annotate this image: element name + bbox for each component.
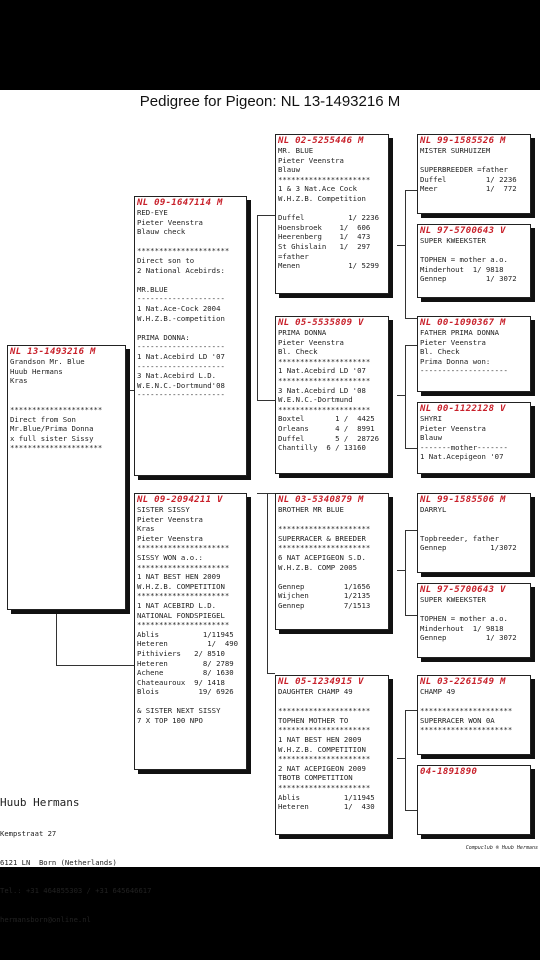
pedigree-line: Kras [10,376,28,386]
pedigree-line: -------------------- [137,390,225,400]
ring-number: NL 97-5700643 V [420,226,506,236]
pedigree-line: Bl. Check [420,347,460,357]
connector-line [405,190,406,318]
pedigree-line: Ablis 1/11945 [278,792,375,802]
pedigree-line: Mr.Blue/Prima Donna [10,424,94,434]
pedigree-line: Bl. Check [278,347,318,357]
pedigree-line: W.H.Z.B. COMPETITION [137,581,225,591]
connector-line [267,673,275,674]
connector-line [405,345,417,346]
pedigree-line: 1 NAT BEST HEN 2009 [278,734,362,744]
ring-number: NL 13-1493216 M [10,347,96,357]
pedigree-line: SISSY WON a.o.: [137,552,203,562]
pedigree-line: Blauw [278,165,300,175]
pigeon-card-sire[interactable] [134,196,247,476]
pedigree-line: -------mother------- [420,442,508,452]
connector-line [267,493,275,494]
ring-number: NL 97-5700643 V [420,585,506,595]
pedigree-line: Heerenberg 1/ 473 [278,232,371,242]
pigeon-card-dam-dam-sire[interactable] [417,675,531,755]
pedigree-line: Minderhout 1/ 9818 [420,623,504,633]
pedigree-line: ********************* [278,524,371,534]
connector-line [405,448,417,449]
connector-line [405,710,406,810]
pedigree-line: 1 Nat.Ace-Cock 2004 [137,303,221,313]
pedigree-line: 2 National Acebirds: [137,265,225,275]
ring-number: NL 99-1585506 M [420,495,506,505]
pigeon-card-dam-sire-sire[interactable] [417,493,531,573]
connector-line [397,245,405,246]
pigeon-card-dam-sire-dam[interactable] [417,583,531,658]
pedigree-line: SUPER KWEEKSTER [420,595,486,604]
pedigree-line: W.H.Z.B.-competition [137,313,225,323]
pedigree-line: ********************* [278,375,371,385]
pedigree-line [137,697,244,707]
pedigree-line: ********************* [137,620,230,630]
pedigree-line: Kras [137,524,155,534]
pedigree-line: TOPHEN = mother a.o. [420,255,508,265]
pedigree-line: -------------------- [137,294,225,304]
pedigree-line: Pieter Veenstra [137,533,203,543]
pedigree-line [278,515,386,525]
pedigree-line: ********************* [137,562,230,572]
pedigree-line: Direct from Son [10,414,76,424]
ring-number: NL 03-2261549 M [420,677,506,687]
connector-line [405,345,406,448]
pedigree-line: Gennep 1/1656 [278,581,371,591]
pedigree-line: Blois 19/ 6926 [137,687,234,697]
pedigree-line: 6 NAT ACEPIGEON S.D. [278,552,366,562]
pedigree-line: ********************* [278,706,371,716]
pedigree-line: Boxtel 1 / 4425 [278,414,375,424]
pedigree-line [420,246,528,256]
pedigree-line: Blauw [420,433,442,443]
pedigree-line: Grandson Mr. Blue [10,357,85,366]
pedigree-line: Pieter Veenstra [278,155,344,165]
pedigree-line: 1 Nat.Acebird LD '07 [137,351,225,361]
pedigree-line: Orleans 4 / 8991 [278,423,375,433]
pedigree-line: -------------------- [137,342,225,352]
pigeon-card-subject[interactable] [7,345,126,610]
pedigree-line: Pieter Veenstra [420,423,486,433]
owner-street: Kempstraat 27 [0,829,57,838]
ring-number: NL 00-1090367 M [420,318,506,328]
pedigree-line: SUPERRACER & BREEDER [278,533,366,543]
ring-number: 04-1891890 [420,767,478,777]
pedigree-line: Wijchen 1/2135 [278,591,371,601]
ring-number: NL 09-1647114 M [137,198,223,208]
connector-line [405,810,417,811]
pedigree-line [278,204,386,214]
pedigree-line: Gennep 1/3072 [420,543,517,553]
pedigree-line: W.H.Z.B. COMPETITION [278,744,366,754]
pedigree-line: ********************* [137,543,230,553]
pedigree-line: -------------------- [137,361,225,371]
pedigree-line: Meer 1/ 772 [420,184,517,194]
pedigree-line: 2 NAT ACEPIGEON 2009 [278,763,366,773]
page-title: Pedigree for Pigeon: NL 13-1493216 M [139,93,401,110]
pedigree-line: Menen 1/ 5299 [278,261,380,271]
pedigree-line: TOPHEN MOTHER TO [278,715,349,725]
pedigree-line: ********************* [278,543,371,553]
pedigree-line [137,237,244,247]
pedigree-line: Prima Donna won: [420,356,491,366]
pedigree-line: Duffel 5 / 28726 [278,433,380,443]
pedigree-line: ********************* [278,754,371,764]
software-credit: Compuclub ® Huub Hermans [465,845,538,851]
ring-number: NL 00-1122128 V [420,404,506,414]
pedigree-line: W.E.N.C.-Dortmund [278,395,353,405]
connector-line [397,570,405,571]
pigeon-card-dam-sire[interactable] [275,493,389,630]
connector-line [257,215,258,400]
pedigree-line: Achene 8/ 1630 [137,668,234,678]
pedigree-line: & SISTER NEXT SISSY [137,706,221,716]
pigeon-card-dam-dam[interactable] [275,675,389,835]
pedigree-line: -------------------- [420,366,508,376]
pedigree-line [420,156,528,166]
pedigree-line: 1 Nat.Acebird LD '07 [278,366,366,376]
pedigree-line: NATIONAL FONDSPIEGEL [137,610,225,620]
connector-line [257,493,267,494]
pedigree-line: DARRYL [420,505,447,514]
pigeon-card-sire-sire-sire[interactable] [417,134,531,214]
ring-number: NL 05-1234915 V [278,677,364,687]
pedigree-line: 1 & 3 Nat.Ace Cock [278,184,358,194]
pedigree-line [420,524,528,534]
pedigree-line: SISTER SISSY [137,505,190,514]
pedigree-line: Ablis 1/11945 [137,629,234,639]
connector-line [397,758,405,759]
pedigree-line: Chantilly 6 / 13160 [278,443,366,453]
pedigree-line: ********************* [137,591,230,601]
pedigree-line: x full sister Sissy [10,433,94,443]
pedigree-line: CHAMP 49 [420,687,456,696]
pedigree-line: Gennep 1/ 3072 [420,274,517,284]
pedigree-line [420,697,528,707]
pedigree-line: Duffel 1/ 2236 [420,174,517,184]
pigeon-card-sire-dam-sire[interactable] [417,316,531,392]
connector-line [267,493,268,673]
pedigree-line: MR.BLUE [137,284,168,294]
pedigree-line: Heteren 8/ 2789 [137,658,234,668]
ring-number: NL 09-2094211 V [137,495,223,505]
owner-phone: Tel.: +31 464855303 / +31 645646617 [0,886,152,895]
pedigree-line: Chateauroux 9/ 1418 [137,677,225,687]
pigeon-card-sire-sire-dam[interactable] [417,224,531,298]
pedigree-line: PRIMA DONNA: [137,332,190,342]
connector-line [257,215,275,216]
pedigree-line: ********************* [420,706,513,716]
pedigree-line [137,275,244,285]
pedigree-line: Heteren 1/ 430 [278,802,375,812]
pedigree-line: Heteren 1/ 490 [137,639,239,649]
owner-name: Huub Hermans [0,796,80,809]
connector-line [397,395,405,396]
pedigree-line: ********************* [10,404,103,414]
pedigree-line: ********************* [278,404,371,414]
pedigree-line: Hoensbroek 1/ 606 [278,222,371,232]
pedigree-line: DAUGHTER CHAMP 49 [278,687,353,696]
pedigree-line: Gennep 1/ 3072 [420,633,517,643]
pedigree-line: ********************* [278,782,371,792]
pedigree-line: ********************* [137,246,230,256]
pedigree-line: BROTHER MR BLUE [278,505,344,514]
pedigree-line: ********************* [420,725,513,735]
pedigree-line: MISTER SURHUIZEM [420,146,491,155]
pedigree-line: SUPER KWEEKSTER [420,236,486,245]
ring-number: NL 99-1585526 M [420,136,506,146]
pedigree-line: Gennep 7/1513 [278,600,371,610]
ring-number: NL 02-5255446 M [278,136,364,146]
pedigree-line: Minderhout 1/ 9818 [420,264,504,274]
pedigree-line: TOPHEN = mother a.o. [420,614,508,624]
pedigree-line: Topbreeder, father [420,533,500,543]
pedigree-line: 7 X TOP 100 NPO [137,716,203,726]
pedigree-line [278,697,386,707]
ring-number: NL 03-5340879 M [278,495,364,505]
pedigree-line: SUPERBREEDER =father [420,165,508,175]
connector-line [405,318,417,319]
pedigree-line: FATHER PRIMA DONNA [420,328,500,337]
pedigree-line: PRIMA DONNA [278,328,327,337]
ring-number: NL 05-5535809 V [278,318,364,328]
owner-email: hermansborn@online.nl [0,914,91,924]
pedigree-line: =father [278,251,309,261]
connector-line [56,665,134,666]
pedigree-line: Pieter Veenstra [420,337,486,347]
pedigree-line: Pieter Veenstra [137,514,203,524]
pigeon-card-dam-dam-dam[interactable] [417,765,531,835]
pedigree-line: 1 NAT ACEBIRD L.D. [137,600,217,610]
pedigree-line: Duffel 1/ 2236 [278,213,380,223]
pedigree-line: Pieter Veenstra [137,217,203,227]
pedigree-line: Direct son to [137,255,195,265]
pedigree-line: Pithiviers 2/ 8510 [137,648,225,658]
pedigree-line: TBOTB COMPETITION [278,773,353,783]
owner-info [0,777,151,943]
pigeon-card-sire-dam[interactable] [275,316,389,474]
pedigree-line: W.H.Z.B. COMP 2005 [278,562,358,572]
pedigree-line [420,515,528,525]
pedigree-line: Huub Hermans [10,366,63,376]
pedigree-line: 1 NAT BEST HEN 2009 [137,572,221,582]
connector-line [405,710,417,711]
connector-line [405,530,406,615]
connector-line [405,530,417,531]
pedigree-line: 1 Nat.Acepigeon '07 [420,452,504,462]
connector-line [56,610,57,665]
pedigree-line [137,323,244,333]
pedigree-line [10,395,123,405]
pedigree-line: St Ghislain 1/ 297 [278,241,371,251]
pedigree-line: 3 Nat.Acebird L.D. [137,371,217,381]
pedigree-line: SHYRI [420,414,442,423]
owner-city: 6121 LN Born (Netherlands) [0,857,117,867]
pigeon-card-sire-dam-dam[interactable] [417,402,531,474]
pigeon-card-sire-sire[interactable] [275,134,389,294]
pedigree-line: 3 Nat.Acebird LD '08 [278,385,366,395]
pedigree-line: Pieter Veenstra [278,337,344,347]
pedigree-line [420,605,528,615]
pedigree-line: ********************* [278,356,371,366]
pedigree-line [10,386,123,396]
connector-line [405,615,417,616]
pedigree-line: ********************* [10,443,103,453]
pedigree-line: W.E.N.C.-Dortmund'08 [137,380,225,390]
pedigree-line: Blauw check [137,227,186,237]
pedigree-line: ********************* [278,174,371,184]
pedigree-line: SUPERRACER WON 0A [420,715,495,725]
connector-line [405,190,417,191]
pedigree-line [278,572,386,582]
pedigree-page [0,90,540,924]
pedigree-line: RED-EYE [137,208,168,217]
connector-line [257,400,275,401]
pedigree-line: MR. BLUE [278,146,314,155]
pedigree-line: ********************* [278,725,371,735]
pigeon-card-dam[interactable] [134,493,247,770]
pedigree-line: W.H.Z.B. Competition [278,193,366,203]
